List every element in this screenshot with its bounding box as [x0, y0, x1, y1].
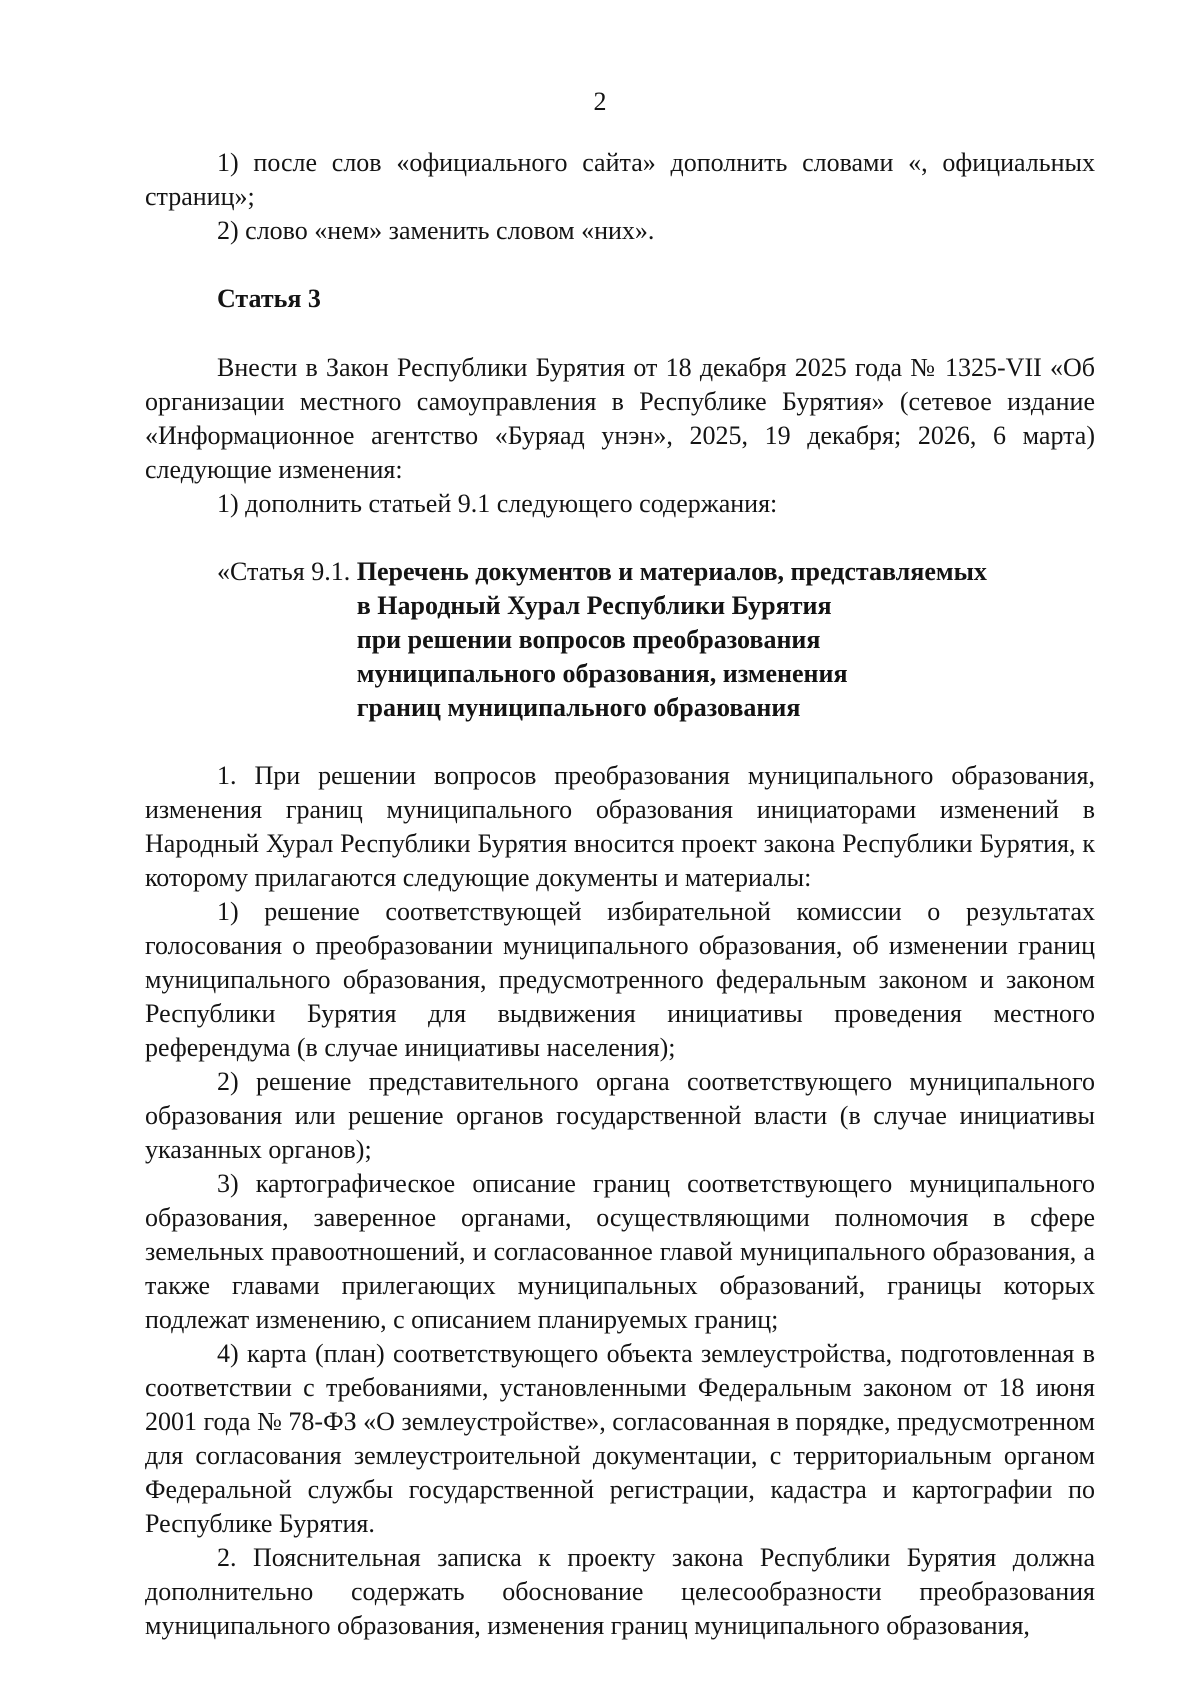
article-9-1-title-line: муниципального образования, изменения	[356, 659, 848, 688]
article-3-item-1: 1) дополнить статьей 9.1 следующего содержания:	[217, 489, 778, 518]
article-9-1-title-line: границ муниципального образования	[356, 693, 801, 722]
article-9-1-heading	[217, 555, 1095, 725]
paragraph-amend-1: 1) после слов «официального сайта» дополнить словами «, официальных страниц»;	[145, 148, 1095, 211]
article-9-1-part-1: 1. При решении вопросов преобразования муниципального образования, изменения границ муниципального образования инициаторами изменений в Народный Хурал Республики Бурятия вносится проект закона Республики Бурятия, к которому прилагаются следующие документы и материалы:	[145, 761, 1095, 892]
article-9-1-item-4: 4) карта (план) соответствующего объекта землеустройства, подготовленная в соответствии с требованиями, установленными Федеральным законом от 18 июня 2001 года № 78-ФЗ «О землеустройстве», согласованная в порядке, предусмотренном для согласования землеустроительной документации, с территориальным органом Федеральной службы государственной регистрации, кадастра и картографии по Республике Бурятия.	[145, 1339, 1095, 1538]
paragraph-amend-2: 2) слово «нем» заменить словом «них».	[217, 216, 655, 245]
article-9-1-item-3: 3) картографическое описание границ соответствующего муниципального образования, заверенное органами, осуществляющими полномочия в сфере земельных правоотношений, и согласованное главой муниципального образования, а также главами прилегающих муниципальных образований, границы которых подлежат изменению, с описанием планируемых границ;	[145, 1169, 1095, 1334]
article-9-1-prefix: «Статья 9.1.	[217, 557, 357, 586]
article-9-1-title	[357, 555, 997, 725]
document-body	[145, 146, 1095, 1643]
article-9-1-title-line: в Народный Хурал Республики Бурятия	[356, 591, 832, 620]
article-3-heading: Статья 3	[217, 284, 321, 313]
article-9-1-part-2: 2. Пояснительная записка к проекту закона Республики Бурятия должна дополнительно содержать обоснование целесообразности преобразования муниципального образования, изменения границ муниципального образования,	[145, 1543, 1095, 1640]
article-3-intro: Внести в Закон Республики Бурятия от 18 декабря 2025 года № 1325-VII «Об организации местного самоуправления в Республике Бурятия» (сетевое издание «Информационное агентство «Буряад унэн», 2025, 19 декабря; 2026, 6 марта) следующие изменения:	[145, 353, 1095, 484]
page-number: 2	[593, 87, 607, 116]
article-9-1-item-2: 2) решение представительного органа соответствующего муниципального образования или решение органов государственной власти (в случае инициативы указанных органов);	[145, 1067, 1095, 1164]
article-9-1-title-line: при решении вопросов преобразования	[356, 625, 821, 654]
article-9-1-item-1: 1) решение соответствующей избирательной комиссии о результатах голосования о преобразовании муниципального образования, об изменении границ муниципального образования, предусмотренного федеральным законом и законом Республики Бурятия для выдвижения инициативы проведения местного референдума (в случае инициативы населения);	[145, 897, 1095, 1062]
article-9-1-title-line: Перечень документов и материалов, представляемых	[356, 557, 987, 586]
